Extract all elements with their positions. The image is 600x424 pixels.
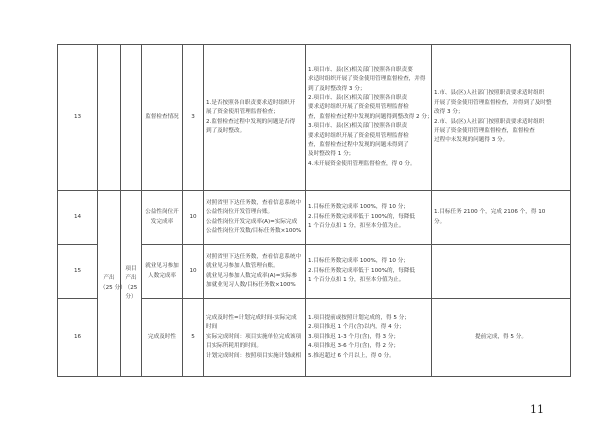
primary-indicator-name: 产出 (103, 275, 115, 282)
primary-indicator (98, 191, 126, 377)
indicator-description (204, 191, 306, 245)
evaluation-result (432, 299, 571, 377)
description-line: 就业见习参加人数管理台账。 (206, 263, 279, 270)
criteria-line: 3.项目推迟 1-3 个月(含)，得 3 分； (308, 333, 400, 340)
description-line: 就业见习参加人数完成率(A)=实际参 (206, 272, 298, 279)
description-line: 对照省里下达任务数，查看信息系统中 (206, 253, 302, 260)
primary-indicator-cell (98, 45, 121, 191)
result-line: 2.市、县(区)人社部门按照职责要求适时组织 (434, 118, 545, 125)
criteria-line: 1 个百分点扣 1 分，扣至本分值为止。 (308, 223, 405, 230)
result-line: 开展了资金使用管理监督检查，监督检查 (434, 127, 535, 134)
criteria-line: 1 个百分点扣 1 分，扣至本分值为止。 (308, 277, 405, 284)
score-cell: 3 (183, 45, 204, 191)
secondary-indicator-text: 项目 (125, 265, 137, 272)
scoring-criteria (306, 45, 432, 191)
criteria-line: 4.项目推迟 3-6 个月(含)，得 2 分； (308, 343, 400, 350)
description-line: 对照省里下达任务数，查看信息系统中 (206, 199, 302, 206)
description-line: 加就业见习人数/目标任务数×100% (206, 281, 296, 288)
score-cell: 10 (183, 245, 204, 299)
criteria-line: 要求适时组织开展了资金使用管理监督检 (308, 104, 409, 111)
indicator-description (204, 245, 306, 299)
criteria-line: 1.项目提前或按照计划完成的，得 5 分； (308, 314, 410, 321)
criteria-line: 2.项目推迟 1 个月(含)以内，得 4 分； (308, 324, 405, 331)
secondary-indicator-text: 产出 (125, 275, 137, 282)
table-row (58, 191, 571, 245)
description-line: 1.是否按照各自职责要求适时组织开 (206, 99, 296, 106)
criteria-line: 及时整改得 1 分； (308, 151, 355, 158)
row-number: 13 (58, 45, 98, 191)
evaluation-result (432, 45, 571, 191)
indicator-description (204, 45, 306, 191)
description-line: 计划完成时间：按照项目实施计划或相 (206, 352, 302, 359)
result-line: 分。 (434, 218, 446, 225)
result-line: 开展了资金使用管理监督检查，并得到了及时整 (434, 99, 552, 106)
description-line: 时间 (206, 324, 218, 331)
tertiary-indicator: 完成及时性 (142, 299, 183, 377)
evaluation-table (57, 44, 571, 377)
result-line: 1.目标任务 2100 个，完成 2106 个，得 10 (434, 209, 546, 216)
result-line: 改得 3 分； (434, 109, 464, 116)
description-line: 展了资金使用管理监督检查； (206, 109, 279, 116)
criteria-line: 1.目标任务数完成率 100%，得 10 分； (308, 204, 409, 211)
secondary-indicator-text: 分） (125, 293, 137, 300)
description-line: 公益性岗位开发数/目标任务数×100% (206, 227, 302, 234)
criteria-line: 4.未开展资金使用管理监督检查，得 0 分。 (308, 160, 416, 167)
result-line: 提前完成，得 5 分。 (475, 333, 527, 340)
evaluation-result (432, 191, 571, 245)
row-number: 16 (58, 299, 98, 377)
description-line: 目实际所耗用的时间。 (206, 343, 262, 350)
result-line: 过程中未发现的问题得 3 分。 (434, 137, 509, 144)
result-line: 1.市、县(区)人社部门按照职责要求适时组织 (434, 90, 545, 97)
criteria-line: 求适时组织开展了资金使用管理监督检查，并得 (308, 76, 426, 83)
secondary-indicator-cell (121, 45, 142, 191)
description-line: 到了及时整改。 (206, 127, 246, 134)
secondary-indicator (121, 191, 142, 377)
criteria-line: 查，监督检查过程中发现的问题未得到了 (308, 142, 409, 149)
description-line: 完成及时性=计划完成时间-实际完成 (206, 314, 297, 321)
score-cell: 10 (183, 191, 204, 245)
criteria-line: 到了及时整改得 3 分； (308, 85, 366, 92)
row-number: 15 (58, 245, 98, 299)
row-number: 14 (58, 191, 98, 245)
criteria-line: 1.目标任务数完成率 100%，得 10 分； (308, 258, 409, 265)
primary-indicator-points: （25 分） (100, 284, 126, 291)
page-number: 11 (530, 403, 544, 416)
description-line: 实际完成时间：项目实施单位完成该项 (206, 333, 302, 340)
tertiary-indicator: 就业见习参加人数完成率 (142, 245, 183, 299)
scoring-criteria (306, 299, 432, 377)
secondary-indicator-text: （25 (124, 284, 138, 291)
criteria-line: 5.推迟超过 6 个月以上，得 0 分。 (308, 352, 395, 359)
description-line: 2.监督检查过程中发现的问题是否得 (206, 118, 296, 125)
scoring-criteria (306, 191, 432, 245)
tertiary-indicator: 公益性岗位开发完成率 (142, 191, 183, 245)
tertiary-indicator: 监督检查情况 (142, 45, 183, 191)
evaluation-result (432, 245, 571, 299)
criteria-line: 2.目标任务数完成率低于 100%的，每降低 (308, 213, 416, 220)
scoring-criteria (306, 245, 432, 299)
indicator-description (204, 299, 306, 377)
table-row (58, 45, 571, 191)
criteria-line: 1.项目市、县(区)相关部门按照各自职责要 (308, 66, 413, 73)
criteria-line: 3.项目市、县(区)相关部门按照各自职责 (308, 123, 408, 130)
criteria-line: 要求适时组织开展了资金使用管理监督检 (308, 132, 409, 139)
description-line: 公益性岗位开发完成率(A)=实际完成 (206, 218, 298, 225)
score-cell: 5 (183, 299, 204, 377)
criteria-line: 查，监督检查过程中发现的问题得到整改得 2 分； (308, 113, 433, 120)
description-line: 公益性岗位开发管理台账。 (206, 209, 274, 216)
criteria-line: 2.目标任务数完成率低于 100%的，每降低 (308, 267, 416, 274)
criteria-line: 2.项目市、县(区)相关部门按照各自职责 (308, 94, 408, 101)
